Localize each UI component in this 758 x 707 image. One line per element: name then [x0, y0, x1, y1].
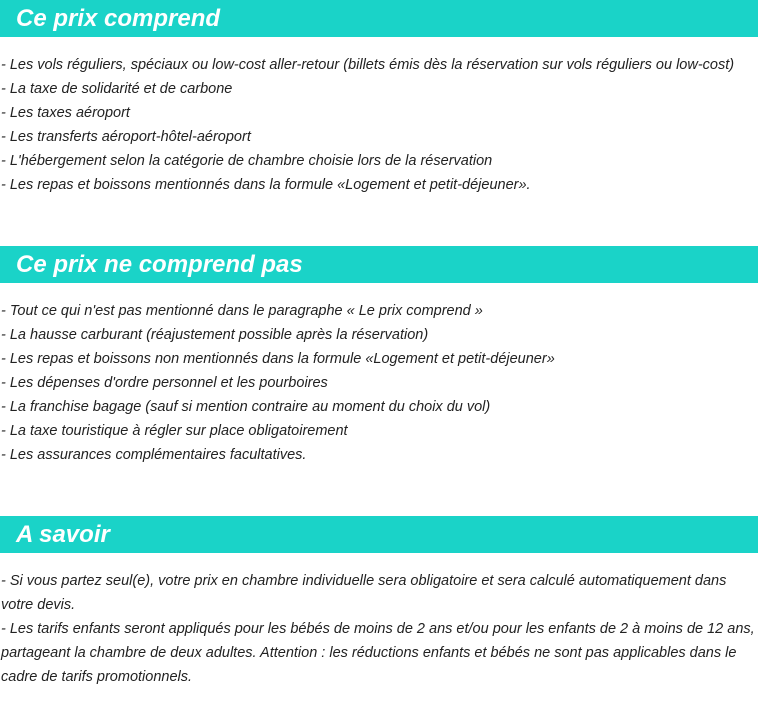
list-item: - La taxe de solidarité et de carbone	[1, 81, 233, 97]
section-header	[0, 246, 758, 283]
info-paragraph: - Les tarifs enfants seront appliqués pour les bébés de moins de 2 ans et/ou pour les enfants de 2 à moins de 12 ans, partageant la chambre de deux adultes. Attention : les réductions enfants et bébés ne sont pas applicables dans le cadre de tarifs promotionnels.	[1, 621, 755, 685]
section-title: Ce prix ne comprend pas	[16, 251, 303, 278]
list-item: - Les transferts aéroport-hôtel-aéroport	[1, 129, 251, 145]
section-header	[0, 516, 758, 553]
section-header	[0, 0, 758, 37]
included-list	[0, 53, 758, 197]
section-title: Ce prix comprend	[16, 5, 221, 32]
list-item: - Les assurances complémentaires facultatives.	[1, 447, 307, 463]
list-item: - Tout ce qui n'est pas mentionné dans le paragraphe « Le prix comprend »	[1, 303, 483, 319]
section-ce-prix-comprend	[0, 0, 758, 197]
section-a-savoir	[0, 516, 758, 689]
list-item: - La hausse carburant (réajustement possible après la réservation)	[1, 327, 429, 343]
section-ce-prix-ne-comprend-pas	[0, 246, 758, 467]
section-title: A savoir	[16, 521, 110, 548]
excluded-list	[0, 299, 758, 467]
list-item: - La taxe touristique à régler sur place obligatoirement	[1, 423, 348, 439]
list-item: - L'hébergement selon la catégorie de chambre choisie lors de la réservation	[1, 153, 493, 169]
list-item: - Les vols réguliers, spéciaux ou low-cost aller-retour (billets émis dès la réservation sur vols réguliers ou low-cost)	[1, 57, 735, 73]
list-item: - Les dépenses d'ordre personnel et les pourboires	[1, 375, 328, 391]
list-item: - Les repas et boissons mentionnés dans la formule «Logement et petit-déjeuner».	[1, 177, 531, 193]
list-item: - Les taxes aéroport	[1, 105, 130, 121]
list-item: - La franchise bagage (sauf si mention contraire au moment du choix du vol)	[1, 399, 491, 415]
list-item: - Les repas et boissons non mentionnés dans la formule «Logement et petit-déjeuner»	[1, 351, 555, 367]
info-paragraph: - Si vous partez seul(e), votre prix en chambre individuelle sera obligatoire et sera calculé automatiquement dans votre devis.	[1, 573, 727, 613]
